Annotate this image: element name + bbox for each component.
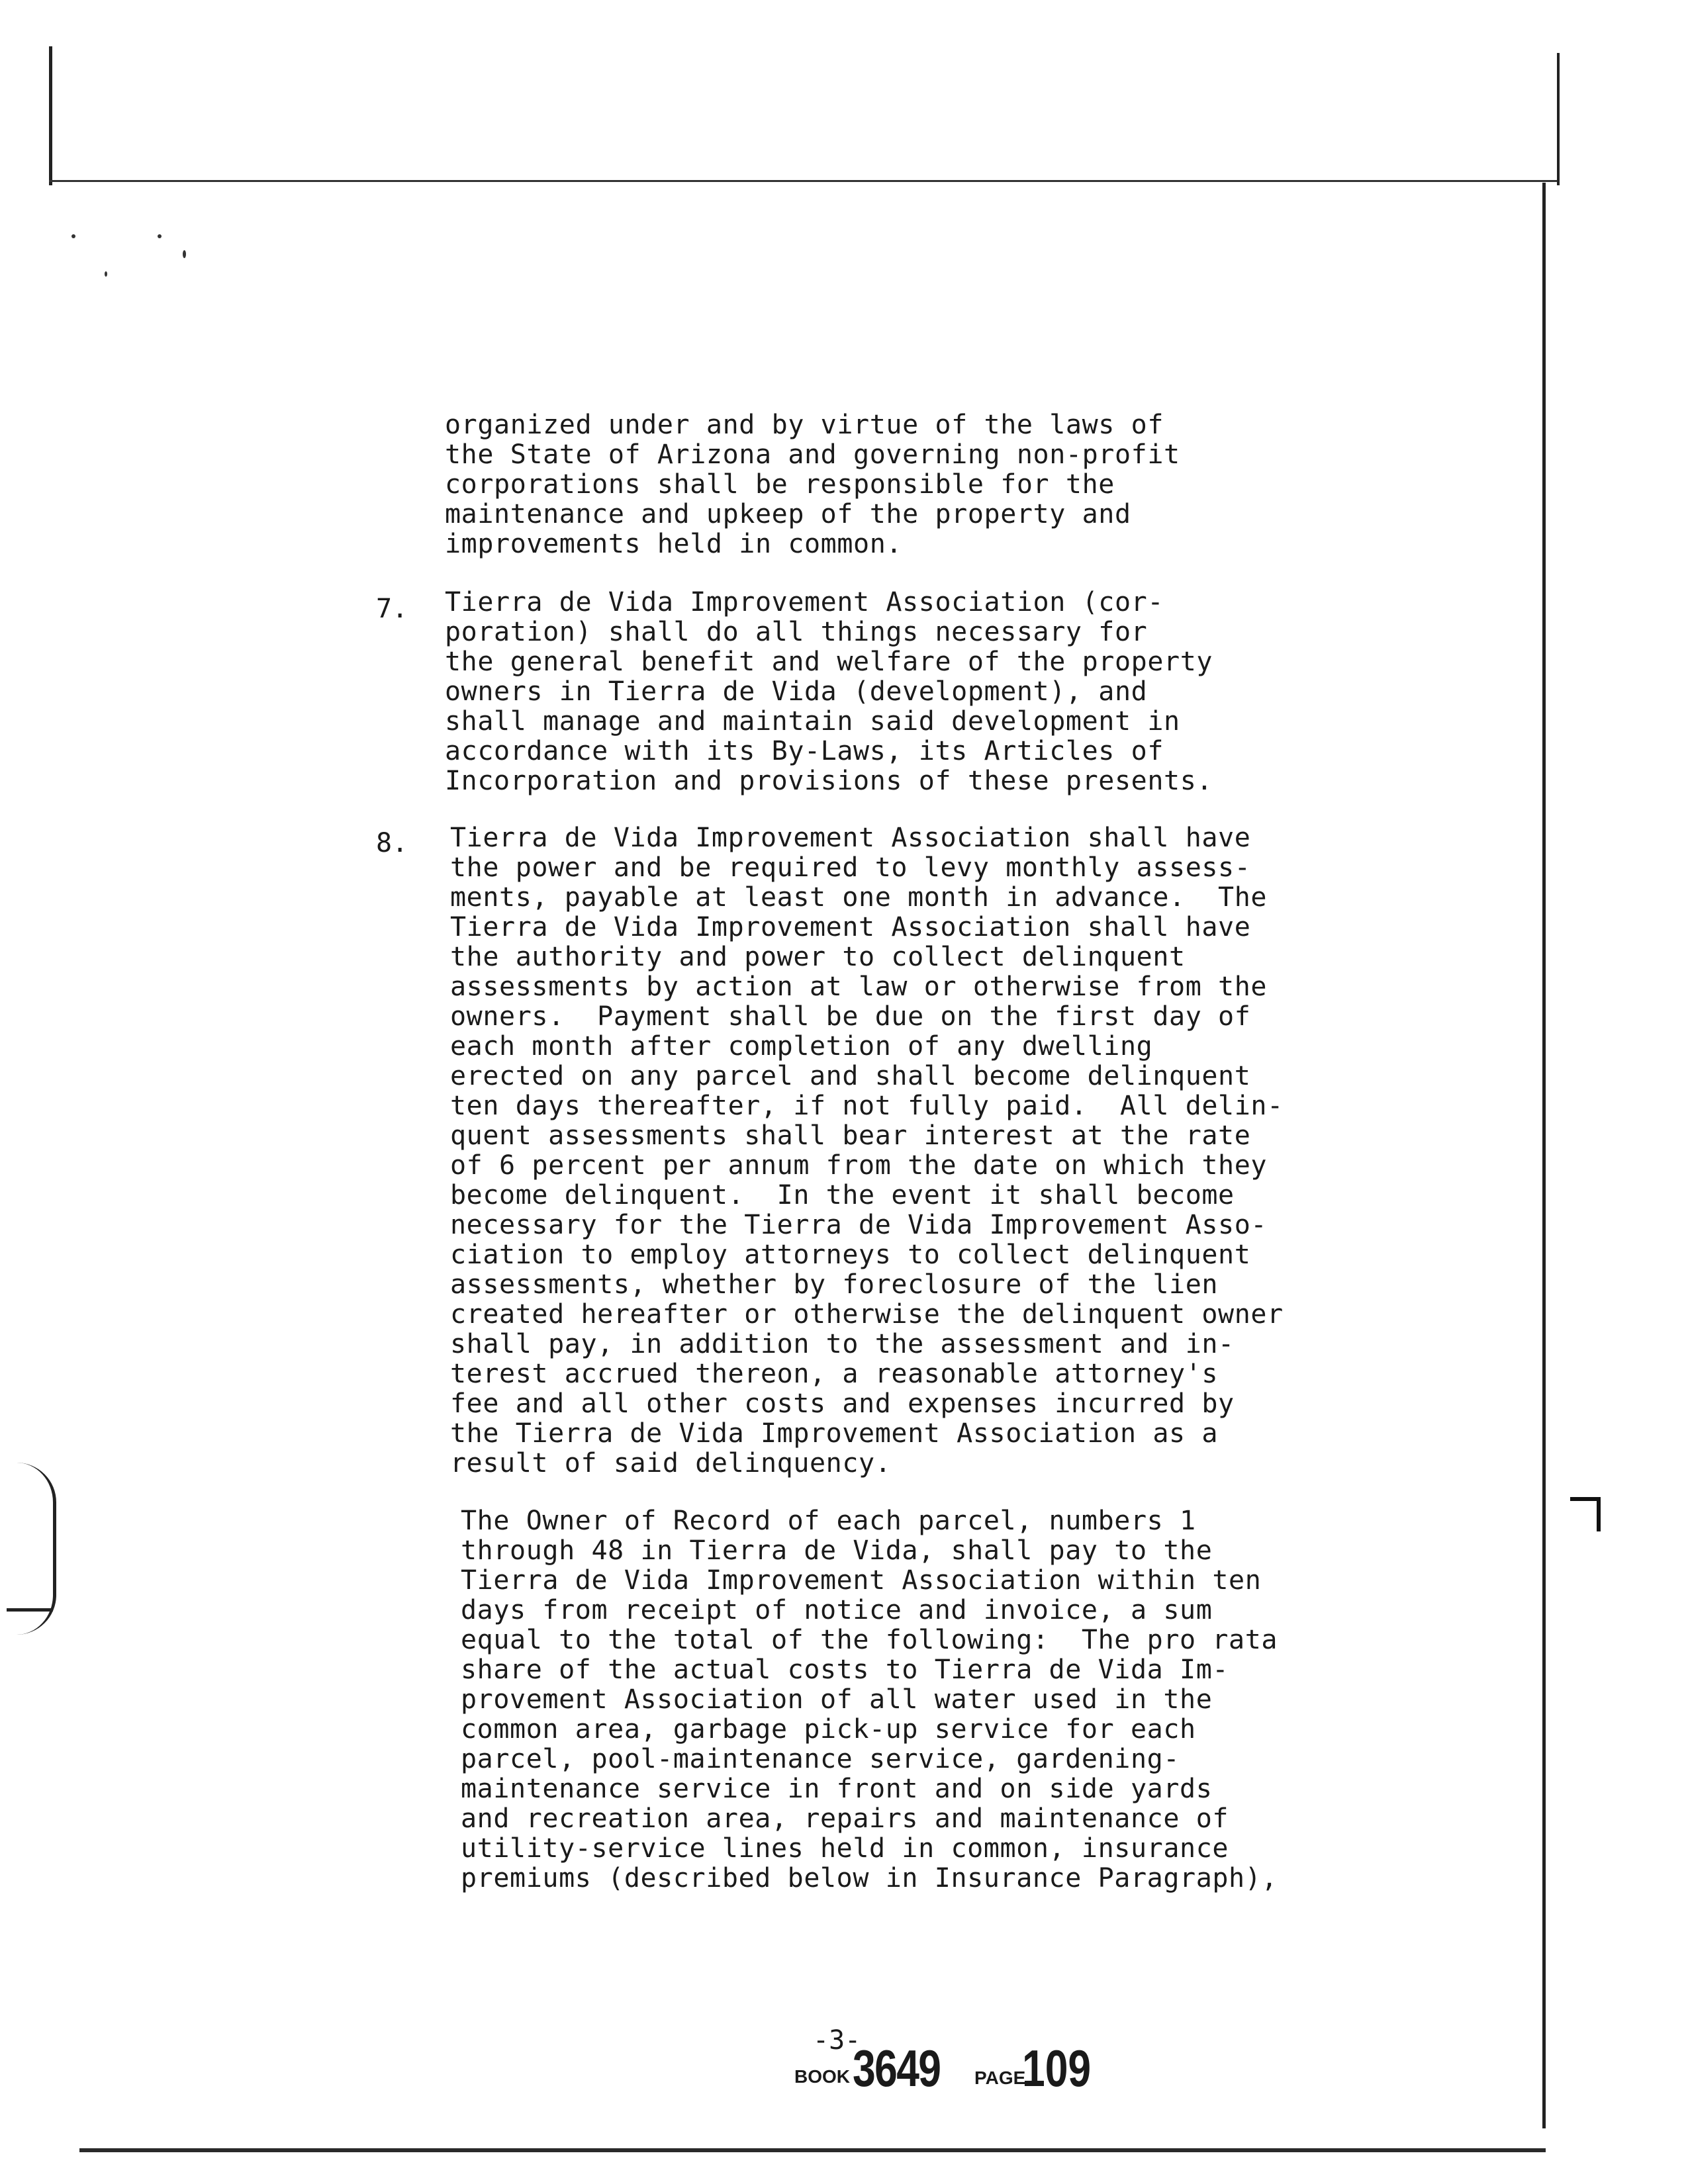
item-8-paragraph: Tierra de Vida Improvement Association shall have the power and be required to levy monthly assess- ments, payable at least one month in advance. The Tierra de Vida Improvement Association shall have the authority and power to collect delinquent assessments by action at law or otherwise from the owners. Payment shall be due on the first day of each month after completion of any dwelling erected on any parcel and shall become delinquent ten days thereafter, if not fully paid. All delin- quent assessments shall bear interest at the rate of 6 percent per annum from the date on which they become delinquent. In the event it shall become necessary for the Tierra de Vida Improvement Asso- ciation to employ attorneys to collect delinquent assessments, whether by foreclosure of the lien created hereafter or otherwise the delinquent owner shall pay, in addition to the assessment and in- terest accrued thereon, a reasonable attorney's fee and all other costs and expenses incurred by the Tierra de Vida Improvement Association as a result of said delinquency. [450,823,1284,1479]
item-7-paragraph: Tierra de Vida Improvement Association (cor- poration) shall do all things necessary for the general benefit and welfare of the property owners in Tierra de Vida (development), and shall manage and maintain said development in accordance with its By-Laws, its Articles of Incorporation and provisions of these presents. [445,587,1213,796]
page-footer [794,2025,1165,2098]
book-number: 3649 [853,2039,941,2097]
frame-bottom-line [79,2148,1546,2152]
scan-speck [158,234,162,238]
owner-of-record-paragraph: The Owner of Record of each parcel, numbers 1 through 48 in Tierra de Vida, shall pay to the Tierra de Vida Improvement Association within ten days from receipt of notice and invoice, a sum equal to the total of the following: The pro rata share of the actual costs to Tierra de Vida Im- provement Association of all water used in the common area, garbage pick-up service for each parcel, pool-maintenance service, gardening- maintenance service in front and on side yards and recreation area, repairs and maintenance of utility-service lines held in common, insurance premiums (described below in Insurance Paragraph), [461,1506,1278,1893]
scan-speck [183,250,186,258]
frame-top-line [49,180,1558,182]
page-label: PAGE [974,2068,1026,2088]
binding-tick-mark [7,1608,53,1612]
frame-left-line [49,46,52,185]
item-8-number: 8. [376,828,408,858]
scan-speck [71,234,75,238]
page-number: -3- [813,2025,861,2056]
frame-right-upper-line [1557,53,1560,185]
page-value: 109 [1022,2039,1092,2097]
continuation-paragraph: organized under and by virtue of the laws of the State of Arizona and governing non-profit corporations shall be responsible for the maintenance and upkeep of the property and improvements held in common. [445,410,1180,559]
item-7-number: 7. [376,594,408,624]
scan-speck [105,271,107,277]
corner-mark [1570,1497,1601,1531]
book-label: BOOK [794,2066,850,2087]
frame-right-line [1542,183,1546,2128]
